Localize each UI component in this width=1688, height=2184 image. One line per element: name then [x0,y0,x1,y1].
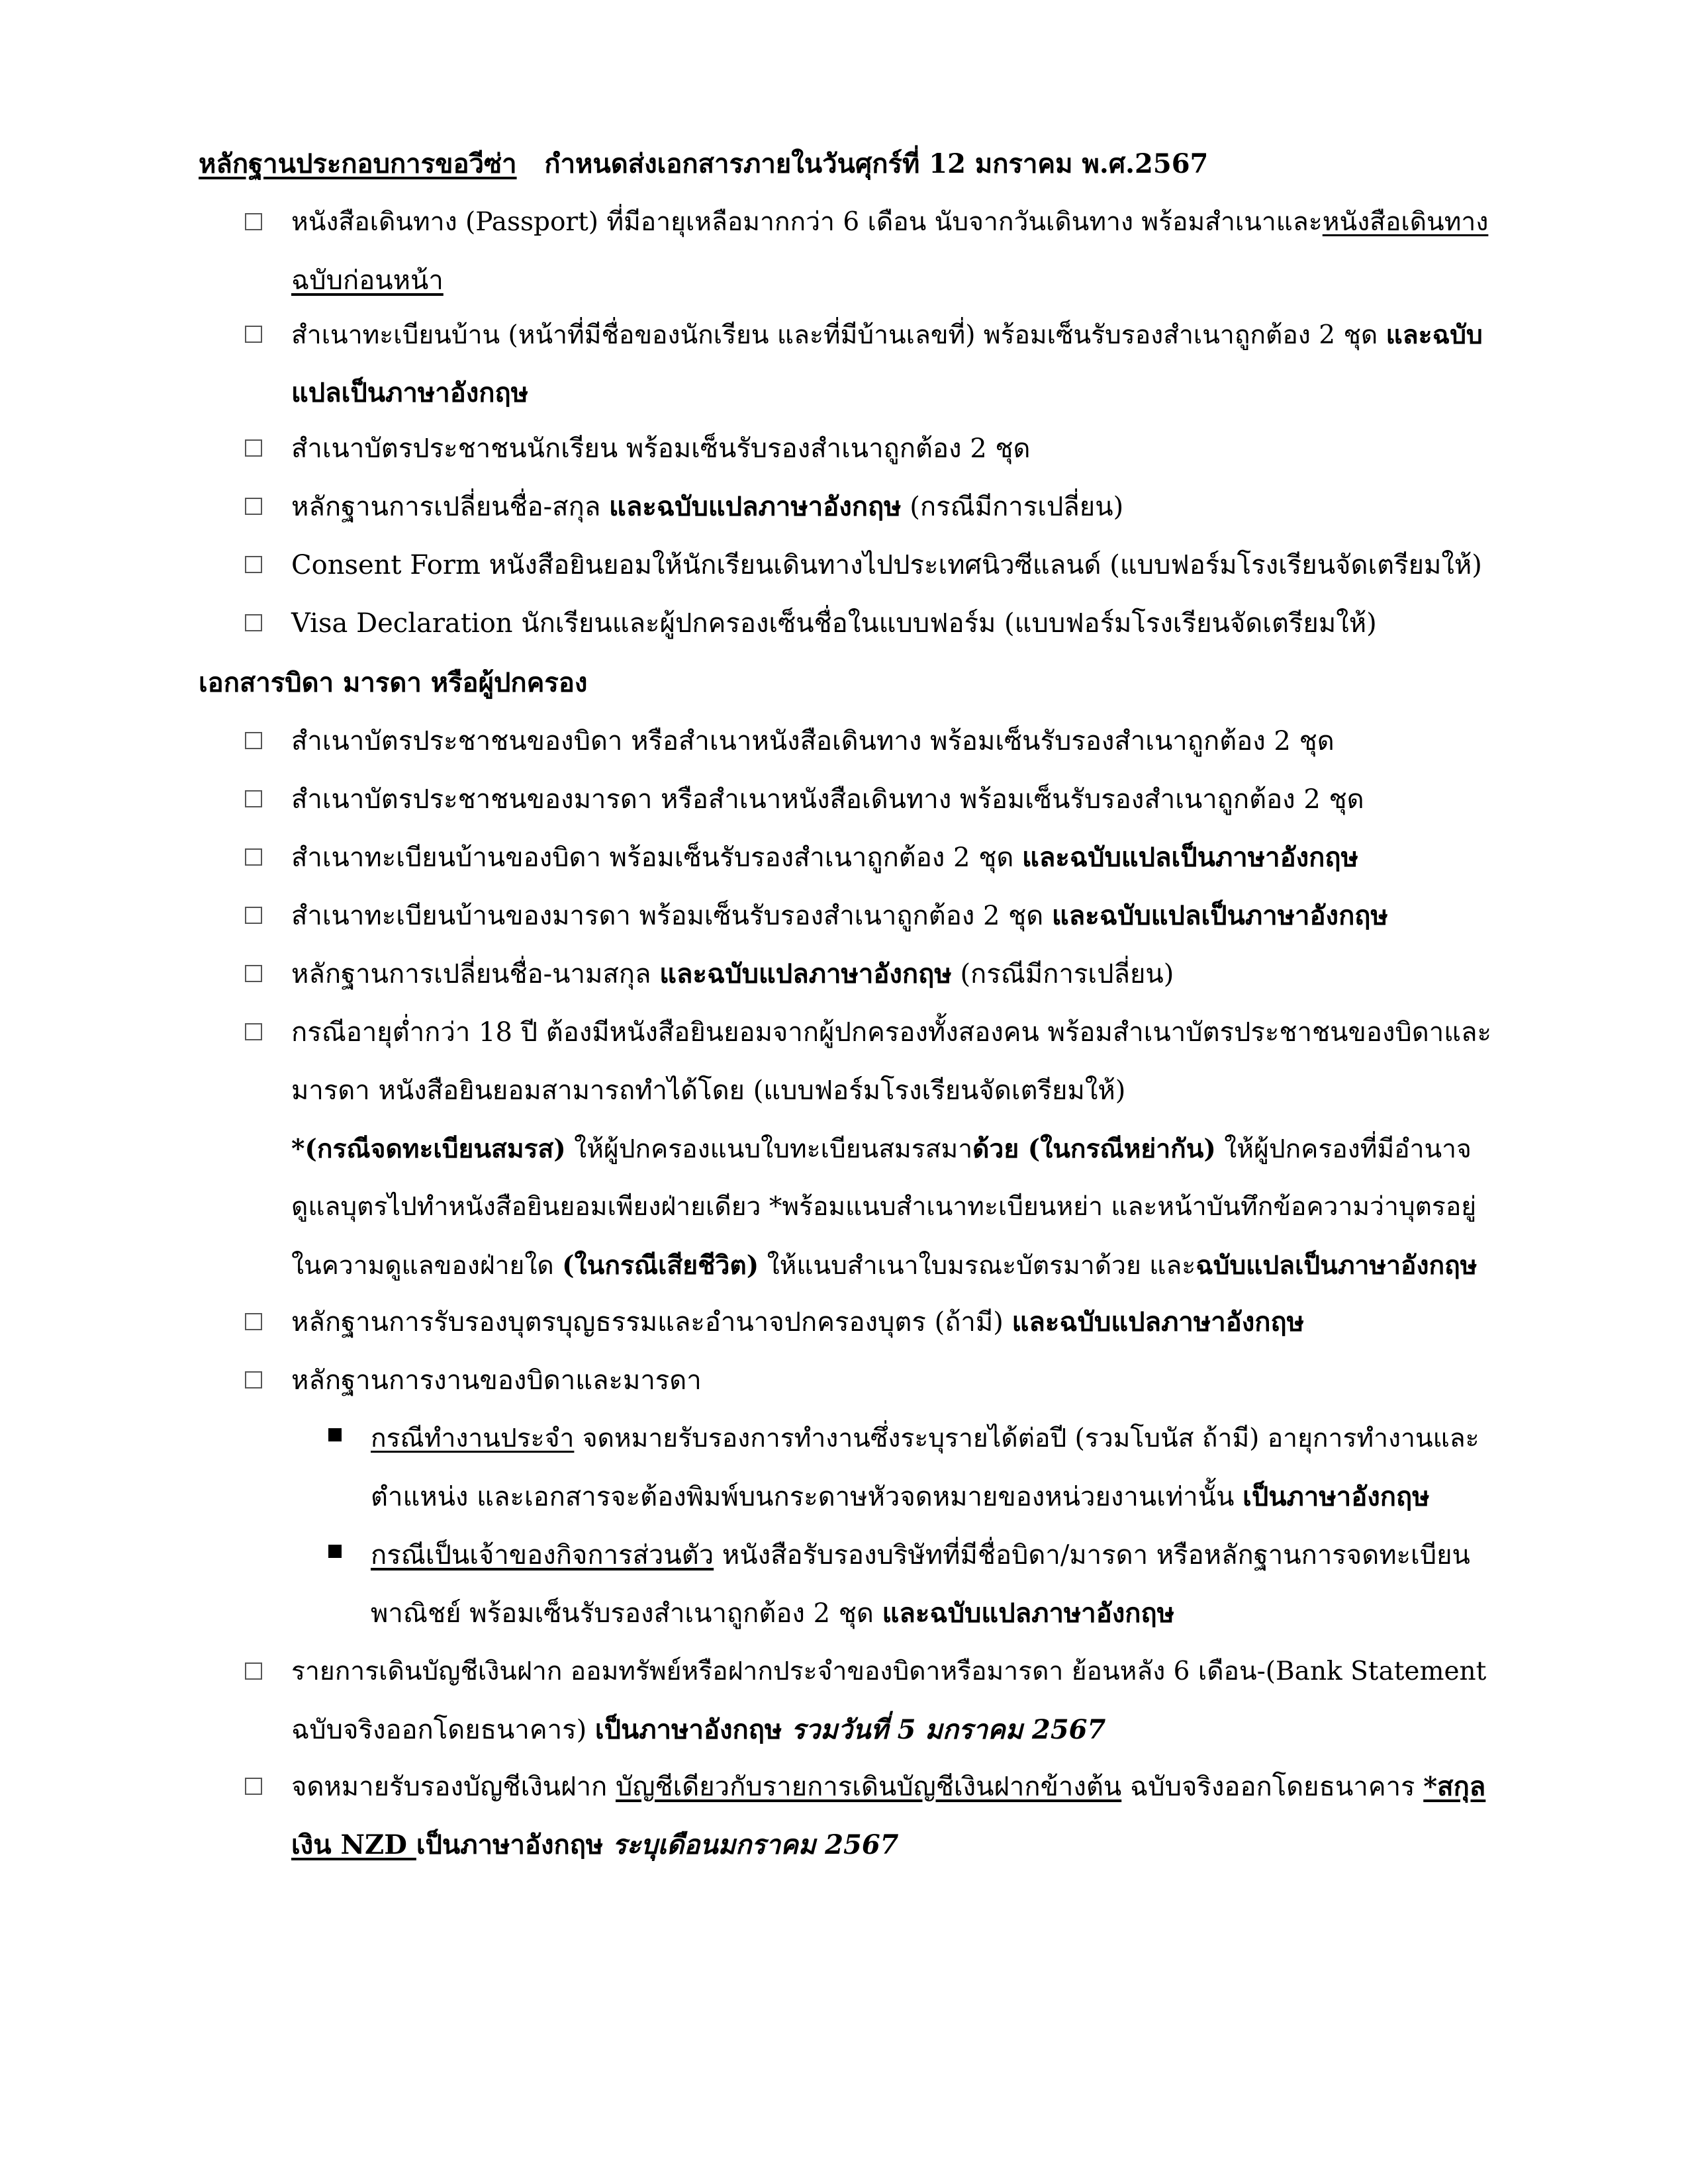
checkbox[interactable] [245,1371,262,1388]
list-item: Consent Form หนังสือยินยอมให้นักเรียนเดินทางไปประเทศนิวซีแลนด์ (แบบฟอร์มโรงเรียนจัดเตรียมให้) [291,550,1482,580]
list-item: รายการเดินบัญชีเงินฝาก ออมทรัพย์หรือฝากประจำของบิดาหรือมารดา ย้อนหลัง 6 เดือน-(Bank Statement [291,1657,1487,1686]
marriage-note: *(กรณีจดทะเบียนสมรส) ให้ผู้ปกครองแนบใบทะเบียนสมรสมาด้วย (ในกรณีหย่ากัน) ให้ผู้ปกครองที่มีอำนาจ [291,1134,1472,1164]
checkbox[interactable] [245,790,262,807]
list-item: Visa Declaration นักเรียนและผู้ปกครองเซ็นชื่อในแบบฟอร์ม (แบบฟอร์มโรงเรียนจัดเตรียมให้) [291,608,1377,639]
checkbox[interactable] [245,1662,262,1680]
list-item: จดหมายรับรองบัญชีเงินฝาก บัญชีเดียวกับรายการเดินบัญชีเงินฝากข้างต้น ฉบับจริงออกโดยธนาคาร *สกุล [291,1771,1486,1802]
checkbox[interactable] [245,1313,262,1330]
bullet-square-icon [328,1428,342,1441]
checkbox[interactable] [245,1778,262,1795]
document-heading [199,146,1208,183]
checkbox[interactable] [245,439,262,457]
deceased-note: ในความดูแลของฝ่ายใด (ในกรณีเสียชีวิต) ให้แนบสำเนาใบมรณะบัตรมาด้วย และฉบับแปลเป็นภาษาอังกฤษ [291,1250,1477,1281]
employment-bullet-continuation: ตำแหน่ง และเอกสารจะต้องพิมพ์บนกระดาษหัวจดหมายของหน่วยงานเท่านั้น เป็นภาษาอังกฤษ [371,1481,1430,1512]
checkbox[interactable] [245,1023,262,1040]
checkbox[interactable] [245,326,262,343]
checkbox[interactable] [245,556,262,573]
list-item: หลักฐานการรับรองบุตรบุญธรรมและอำนาจปกครองบุตร (ถ้ามี) และฉบับแปลภาษาอังกฤษ [291,1306,1305,1338]
list-item-continuation: เงิน NZD เป็นภาษาอังกฤษ ระบุเดือนมกราคม 2567 [291,1829,899,1860]
checkbox[interactable] [245,907,262,924]
checkbox[interactable] [245,213,262,230]
checkbox[interactable] [245,498,262,515]
bullet-square-icon [328,1545,342,1558]
list-item: สำเนาบัตรประชาชนของมารดา หรือสำเนาหนังสือเดินทาง พร้อมเซ็นรับรองสำเนาถูกต้อง 2 ชุด [291,784,1364,815]
checkbox[interactable] [245,848,262,866]
list-item: หลักฐานการเปลี่ยนชื่อ-นามสกุล และฉบับแปลภาษาอังกฤษ (กรณีมีการเปลี่ยน) [291,958,1174,989]
list-item: หนังสือเดินทาง (Passport) ที่มีอายุเหลือมากกว่า 6 เดือน นับจากวันเดินทาง พร้อมสำเนาและหนังสือเดินทาง [291,207,1489,237]
list-item: สำเนาบัตรประชาชนของบิดา หรือสำเนาหนังสือเดินทาง พร้อมเซ็นรับรองสำเนาถูกต้อง 2 ชุด [291,726,1335,756]
employment-bullet-continuation: พาณิชย์ พร้อมเซ็นรับรองสำเนาถูกต้อง 2 ชุด และฉบับแปลภาษาอังกฤษ [371,1598,1175,1629]
list-item: สำเนาทะเบียนบ้าน (หน้าที่มีชื่อของนักเรียน และที่มีบ้านเลขที่) พร้อมเซ็นรับรองสำเนาถูกต้อง 2 ชุด และฉบับ [291,320,1483,350]
list-item-continuation: ฉบับก่อนหน้า [291,265,444,296]
list-item: สำเนาบัตรประชาชนนักเรียน พร้อมเซ็นรับรองสำเนาถูกต้อง 2 ชุด [291,433,1031,464]
heading-title: หลักฐานประกอบการขอวีซ่า [199,148,517,179]
list-item: สำเนาทะเบียนบ้านของมารดา พร้อมเซ็นรับรองสำเนาถูกต้อง 2 ชุด และฉบับแปลเป็นภาษาอังกฤษ [291,900,1388,931]
checkbox[interactable] [245,732,262,749]
list-item: สำเนาทะเบียนบ้านของบิดา พร้อมเซ็นรับรองสำเนาถูกต้อง 2 ชุด และฉบับแปลเป็นภาษาอังกฤษ [291,842,1358,873]
list-item: กรณีอายุต่ำกว่า 18 ปี ต้องมีหนังสือยินยอมจากผู้ปกครองทั้งสองคน พร้อมสำเนาบัตรประชาชนของบิดาและ [291,1017,1491,1048]
list-item-continuation: มารดา หนังสือยินยอมสามารถทำได้โดย (แบบฟอร์มโรงเรียนจัดเตรียมให้) [291,1075,1126,1106]
divorce-note: ดูแลบุตรไปทำหนังสือยินยอมเพียงฝ่ายเดียว *พร้อมแนบสำเนาทะเบียนหย่า และหน้าบันทึกข้อความว่าบุตรอยู่ [291,1192,1477,1222]
list-item-continuation: ฉบับจริงออกโดยธนาคาร) เป็นภาษาอังกฤษ รวมวันที่ 5 มกราคม 2567 [291,1714,1106,1745]
checkbox[interactable] [245,965,262,982]
checkbox[interactable] [245,614,262,631]
employment-bullet: กรณีทำงานประจำ จดหมายรับรองการทำงานซึ่งระบุรายได้ต่อปี (รวมโบนัส ถ้ามี) อายุการทำงานและ [371,1424,1479,1453]
parents-heading: เอกสารบิดา มารดา หรือผู้ปกครอง [199,667,588,698]
list-item: หลักฐานการงานของบิดาและมารดา [291,1365,702,1396]
heading-deadline: กำหนดส่งเอกสารภายในวันศุกร์ที่ 12 มกราคม พ.ศ.2567 [544,148,1209,179]
list-item-continuation: แปลเป็นภาษาอังกฤษ [291,377,529,408]
list-item: หลักฐานการเปลี่ยนชื่อ-สกุล และฉบับแปลภาษาอังกฤษ (กรณีมีการเปลี่ยน) [291,491,1124,522]
employment-bullet: กรณีเป็นเจ้าของกิจการส่วนตัว หนังสือรับรองบริษัทที่มีชื่อบิดา/มารดา หรือหลักฐานการจดทะเบียน [371,1540,1470,1570]
